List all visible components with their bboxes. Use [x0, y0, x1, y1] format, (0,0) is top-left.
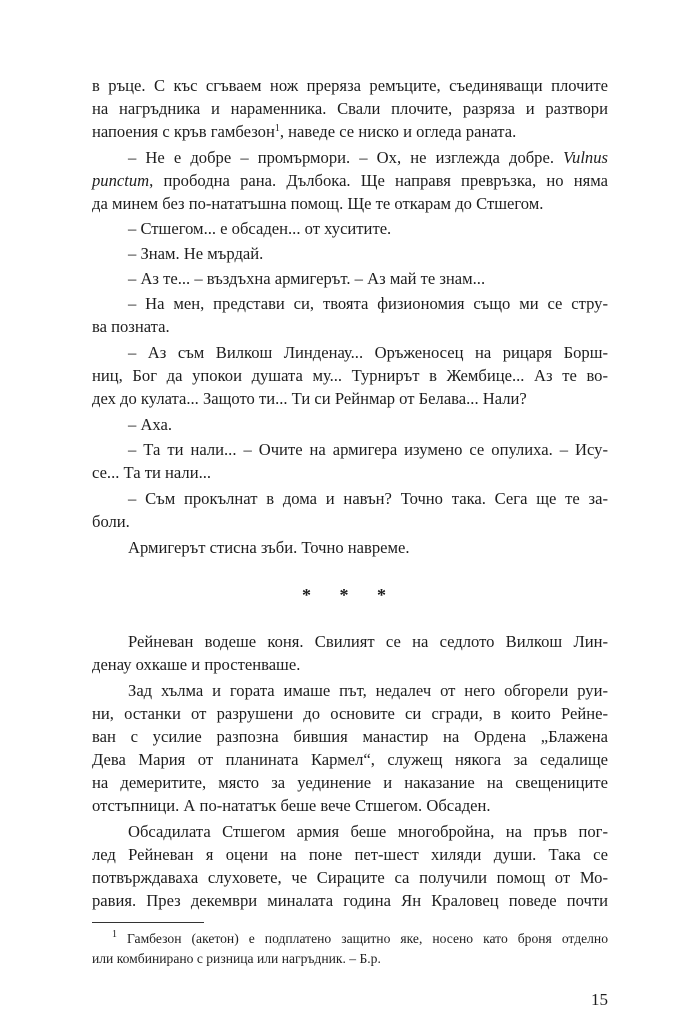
text-line: отстъпници. А по-нататък беше вече Стшегом. Обсаден.	[92, 796, 491, 815]
text-line: Обсадилата Стшегом армия беше многобройна, на пръв пог-	[128, 822, 608, 841]
text-line: се... Та ти нали...	[92, 463, 212, 482]
text-line: – На мен, представи си, твоята физиономия също ми се стру-	[128, 294, 608, 313]
text-line: потвърждаваха слуховете, че Сираците са получили помощ от Мо-	[92, 868, 608, 887]
text-line: лед Рейневан я оцени на поне пет-шест хиляди души. Така се	[92, 845, 608, 864]
text-line: – Аха.	[128, 415, 173, 434]
text-line: Рейневан водеше коня. Свилият се на седлото Вилкош Лин-	[128, 632, 608, 651]
text-line: боли.	[92, 512, 130, 531]
section-separator: * * *	[302, 585, 398, 605]
footnote-divider	[92, 922, 204, 923]
text-line: Армигерът стисна зъби. Точно навреме.	[128, 538, 410, 557]
text-line: ван с усилие разпозна бившия манастир на Ордена „Блажена	[92, 727, 608, 746]
text-line: – Та ти нали... – Очите на армигера изумено се опулиха. – Ису-	[128, 440, 608, 459]
text-line: ниц, Бог да упокои душата му... Турнирът в Жембице... Аз те во-	[92, 366, 608, 385]
text-line: ни, останки от разрушени до основите си сгради, в които Рейне-	[92, 704, 608, 723]
footnote-line: $^1$ Гамбезон (акетон) е подплатено защитно яке, носено като броня отделно	[112, 929, 609, 946]
text-line: денау охкаше и простенваше.	[92, 655, 301, 674]
text-line: ва позната.	[92, 317, 170, 336]
text-line: на демеритите, място за уединение и наказание на свещениците	[92, 773, 608, 792]
footnote-line: или комбинирано с ризница или нагръдник. – Б.р.	[92, 951, 381, 966]
footnote-reference: 1	[274, 123, 280, 134]
text-line: равия. През декември миналата година Ян Краловец поведе почти	[92, 891, 608, 910]
text-line: – Съм прокълнат в дома и навън? Точно така. Сега ще те за-	[128, 489, 608, 508]
text-line: в ръце. С къс сгъваем нож прерязa ремъците, съединяващи плочите	[92, 76, 608, 95]
text-line: – Аз съм Вилкош Линденау... Оръженосец на рицаря Борш-	[128, 343, 608, 362]
text-line: да минем без по-нататъшна помощ. Ще те откарам до Стшегом.	[92, 194, 544, 213]
text-line: напоения с кръв гамбезон$^1$, наведе се ниско и огледа раната.	[92, 122, 517, 141]
text-line: – Аз те... – въздъхна армигерът. – Аз май те знам...	[128, 269, 486, 288]
text-line: на нагръдника и нараменника. Свали плочите, разряза и разтвори	[92, 99, 608, 118]
text-line: дех до кулата... Защото ти... Ти си Рейнмар от Белава... Нали?	[92, 389, 527, 408]
text-line: – Стшегом... е обсаден... от хуситите.	[128, 219, 392, 238]
text-line: – Знам. Не мърдай.	[128, 244, 264, 263]
text-line: Зад хълма и гората имаше път, недалеч от него обгорели руи-	[128, 681, 608, 700]
text-line: punctum, прободна рана. Дълбока. Ще направя превръзка, но няма	[92, 171, 608, 190]
text-line: – Не е добре – промърмори. – Ох, не изглежда добре. Vulnus	[128, 148, 608, 167]
page-number: 15	[591, 990, 608, 1009]
text-line: Дева Мария от планината Кармел“, служещ някога за седалище	[92, 750, 608, 769]
